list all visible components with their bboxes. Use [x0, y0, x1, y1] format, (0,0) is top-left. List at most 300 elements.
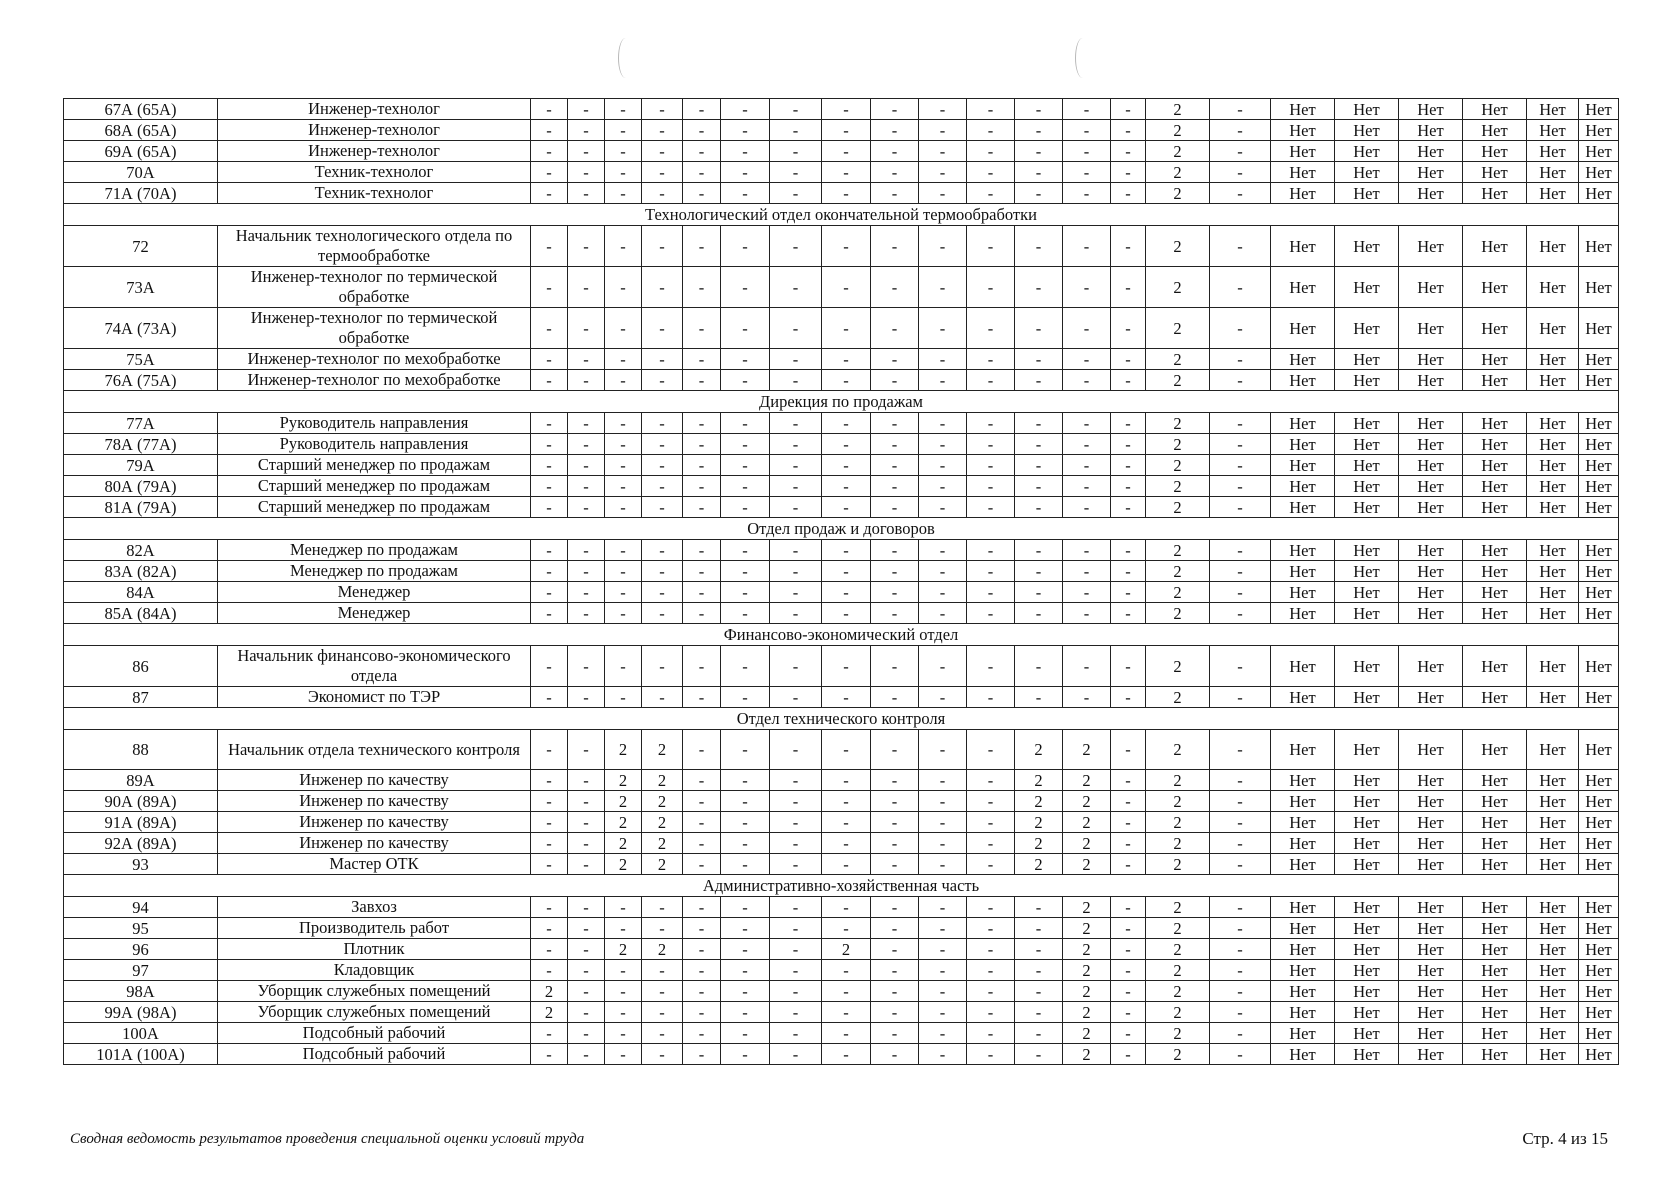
factor-class-cell: - [642, 99, 683, 120]
position-name: Экономист по ТЭР [218, 687, 531, 708]
factor-class-cell: - [1210, 497, 1271, 518]
factor-class-cell: - [822, 960, 871, 981]
factor-class-cell: - [919, 455, 967, 476]
factor-class-cell: 2 [1146, 120, 1210, 141]
guarantee-cell: Нет [1579, 434, 1619, 455]
factor-class-cell: - [919, 582, 967, 603]
factor-class-cell: - [871, 897, 919, 918]
guarantee-cell: Нет [1527, 99, 1579, 120]
factor-class-cell: - [770, 960, 822, 981]
position-name: Инженер-технолог [218, 120, 531, 141]
guarantee-cell: Нет [1463, 455, 1527, 476]
position-name: Инженер-технолог по мехобработке [218, 349, 531, 370]
factor-class-cell: - [683, 1044, 721, 1065]
guarantee-cell: Нет [1271, 854, 1335, 875]
factor-class-cell: - [967, 497, 1015, 518]
factor-class-cell: - [871, 687, 919, 708]
table-row [64, 981, 1619, 1002]
factor-class-cell: - [683, 370, 721, 391]
factor-class-cell: - [721, 120, 770, 141]
factor-class-cell: 2 [1015, 770, 1063, 791]
guarantee-cell: Нет [1335, 455, 1399, 476]
position-name: Руководитель направления [218, 413, 531, 434]
factor-class-cell: - [1015, 497, 1063, 518]
factor-class-cell: - [642, 1023, 683, 1044]
factor-class-cell: - [1210, 854, 1271, 875]
factor-class-cell: 2 [1146, 582, 1210, 603]
assessment-results-table [63, 98, 1619, 1065]
factor-class-cell: - [822, 582, 871, 603]
factor-class-cell: - [1063, 308, 1111, 349]
factor-class-cell: - [770, 540, 822, 561]
factor-class-cell: - [770, 120, 822, 141]
factor-class-cell: - [531, 854, 568, 875]
guarantee-cell: Нет [1527, 981, 1579, 1002]
factor-class-cell: - [721, 162, 770, 183]
guarantee-cell: Нет [1579, 854, 1619, 875]
guarantee-cell: Нет [1579, 770, 1619, 791]
factor-class-cell: 2 [822, 939, 871, 960]
factor-class-cell: - [531, 497, 568, 518]
factor-class-cell: - [642, 476, 683, 497]
workplace-number: 101А (100А) [64, 1044, 218, 1065]
factor-class-cell: - [822, 981, 871, 1002]
factor-class-cell: - [683, 1002, 721, 1023]
workplace-number: 71А (70А) [64, 183, 218, 204]
factor-class-cell: - [770, 99, 822, 120]
factor-class-cell: - [1063, 476, 1111, 497]
guarantee-cell: Нет [1271, 1023, 1335, 1044]
factor-class-cell: - [871, 497, 919, 518]
factor-class-cell: - [531, 308, 568, 349]
position-name: Техник-технолог [218, 162, 531, 183]
factor-class-cell: - [871, 1044, 919, 1065]
factor-class-cell: - [1063, 582, 1111, 603]
factor-class-cell: - [568, 854, 605, 875]
factor-class-cell: 2 [1146, 370, 1210, 391]
factor-class-cell: - [721, 960, 770, 981]
factor-class-cell: - [568, 1023, 605, 1044]
guarantee-cell: Нет [1399, 99, 1463, 120]
guarantee-cell: Нет [1271, 646, 1335, 687]
table-row [64, 770, 1619, 791]
guarantee-cell: Нет [1579, 141, 1619, 162]
guarantee-cell: Нет [1463, 434, 1527, 455]
factor-class-cell: - [1111, 603, 1146, 624]
factor-class-cell: - [568, 455, 605, 476]
factor-class-cell: - [642, 370, 683, 391]
factor-class-cell: - [1015, 476, 1063, 497]
factor-class-cell: - [1210, 960, 1271, 981]
guarantee-cell: Нет [1527, 267, 1579, 308]
guarantee-cell: Нет [1271, 939, 1335, 960]
guarantee-cell: Нет [1271, 455, 1335, 476]
factor-class-cell: - [919, 646, 967, 687]
factor-class-cell: - [642, 561, 683, 582]
factor-class-cell: - [919, 267, 967, 308]
position-name: Инженер-технолог [218, 99, 531, 120]
factor-class-cell: - [1111, 370, 1146, 391]
factor-class-cell: - [721, 540, 770, 561]
factor-class-cell: - [822, 812, 871, 833]
factor-class-cell: - [822, 476, 871, 497]
table-row [64, 434, 1619, 455]
factor-class-cell: - [967, 99, 1015, 120]
factor-class-cell: - [919, 540, 967, 561]
factor-class-cell: - [531, 1044, 568, 1065]
factor-class-cell: - [642, 918, 683, 939]
factor-class-cell: - [1111, 226, 1146, 267]
guarantee-cell: Нет [1579, 833, 1619, 854]
factor-class-cell: - [871, 370, 919, 391]
guarantee-cell: Нет [1335, 981, 1399, 1002]
factor-class-cell: - [531, 603, 568, 624]
factor-class-cell: 2 [1015, 833, 1063, 854]
factor-class-cell: 2 [642, 939, 683, 960]
factor-class-cell: - [770, 687, 822, 708]
factor-class-cell: - [1111, 120, 1146, 141]
factor-class-cell: - [683, 812, 721, 833]
factor-class-cell: - [871, 918, 919, 939]
factor-class-cell: - [822, 1023, 871, 1044]
guarantee-cell: Нет [1399, 267, 1463, 308]
factor-class-cell: - [531, 349, 568, 370]
factor-class-cell: - [770, 603, 822, 624]
factor-class-cell: - [531, 897, 568, 918]
factor-class-cell: - [605, 141, 642, 162]
guarantee-cell: Нет [1399, 687, 1463, 708]
guarantee-cell: Нет [1579, 183, 1619, 204]
factor-class-cell: 2 [1146, 267, 1210, 308]
factor-class-cell: - [1111, 981, 1146, 1002]
factor-class-cell: - [683, 646, 721, 687]
factor-class-cell: - [683, 770, 721, 791]
position-name: Руководитель направления [218, 434, 531, 455]
guarantee-cell: Нет [1335, 854, 1399, 875]
guarantee-cell: Нет [1527, 603, 1579, 624]
factor-class-cell: - [822, 162, 871, 183]
guarantee-cell: Нет [1335, 99, 1399, 120]
factor-class-cell: - [919, 1044, 967, 1065]
workplace-number: 83А (82А) [64, 561, 218, 582]
factor-class-cell: - [822, 497, 871, 518]
factor-class-cell: - [1210, 99, 1271, 120]
guarantee-cell: Нет [1527, 730, 1579, 770]
position-name: Менеджер по продажам [218, 540, 531, 561]
position-name: Инженер по качеству [218, 812, 531, 833]
factor-class-cell: - [1063, 497, 1111, 518]
factor-class-cell: - [1063, 413, 1111, 434]
factor-class-cell: - [1015, 413, 1063, 434]
guarantee-cell: Нет [1335, 226, 1399, 267]
factor-class-cell: - [919, 854, 967, 875]
factor-class-cell: - [1111, 540, 1146, 561]
factor-class-cell: - [822, 99, 871, 120]
factor-class-cell: - [721, 183, 770, 204]
factor-class-cell: - [822, 1044, 871, 1065]
factor-class-cell: - [1210, 833, 1271, 854]
factor-class-cell: - [1111, 939, 1146, 960]
table-row [64, 646, 1619, 687]
factor-class-cell: - [642, 960, 683, 981]
factor-class-cell: - [1210, 561, 1271, 582]
guarantee-cell: Нет [1527, 434, 1579, 455]
guarantee-cell: Нет [1399, 918, 1463, 939]
factor-class-cell: - [919, 476, 967, 497]
factor-class-cell: - [683, 476, 721, 497]
factor-class-cell: - [822, 308, 871, 349]
guarantee-cell: Нет [1527, 183, 1579, 204]
factor-class-cell: - [871, 791, 919, 812]
factor-class-cell: - [721, 1044, 770, 1065]
factor-class-cell: - [770, 1002, 822, 1023]
factor-class-cell: - [770, 981, 822, 1002]
guarantee-cell: Нет [1399, 582, 1463, 603]
factor-class-cell: - [822, 1002, 871, 1023]
guarantee-cell: Нет [1335, 1023, 1399, 1044]
factor-class-cell: - [1210, 120, 1271, 141]
guarantee-cell: Нет [1579, 349, 1619, 370]
guarantee-cell: Нет [1579, 730, 1619, 770]
factor-class-cell: - [568, 770, 605, 791]
workplace-number: 67А (65А) [64, 99, 218, 120]
workplace-number: 85А (84А) [64, 603, 218, 624]
factor-class-cell: - [1111, 267, 1146, 308]
factor-class-cell: 2 [531, 981, 568, 1002]
factor-class-cell: - [822, 646, 871, 687]
factor-class-cell: - [770, 455, 822, 476]
guarantee-cell: Нет [1527, 812, 1579, 833]
factor-class-cell: 2 [1146, 226, 1210, 267]
table-row [64, 939, 1619, 960]
factor-class-cell: - [1063, 455, 1111, 476]
factor-class-cell: - [822, 897, 871, 918]
guarantee-cell: Нет [1399, 141, 1463, 162]
table-row [64, 497, 1619, 518]
factor-class-cell: - [683, 730, 721, 770]
factor-class-cell: - [822, 918, 871, 939]
factor-class-cell: - [568, 687, 605, 708]
table-row [64, 603, 1619, 624]
factor-class-cell: - [721, 455, 770, 476]
position-name: Менеджер [218, 603, 531, 624]
factor-class-cell: - [822, 854, 871, 875]
factor-class-cell: 2 [1146, 99, 1210, 120]
factor-class-cell: - [683, 120, 721, 141]
guarantee-cell: Нет [1335, 162, 1399, 183]
guarantee-cell: Нет [1271, 349, 1335, 370]
factor-class-cell: - [568, 540, 605, 561]
factor-class-cell: - [605, 497, 642, 518]
factor-class-cell: - [967, 226, 1015, 267]
guarantee-cell: Нет [1335, 646, 1399, 687]
factor-class-cell: - [642, 413, 683, 434]
factor-class-cell: - [531, 455, 568, 476]
position-name: Менеджер по продажам [218, 561, 531, 582]
factor-class-cell: 2 [1146, 1023, 1210, 1044]
workplace-number: 84А [64, 582, 218, 603]
factor-class-cell: - [770, 141, 822, 162]
guarantee-cell: Нет [1579, 582, 1619, 603]
guarantee-cell: Нет [1463, 646, 1527, 687]
factor-class-cell: - [871, 349, 919, 370]
factor-class-cell: - [642, 308, 683, 349]
factor-class-cell: - [531, 812, 568, 833]
factor-class-cell: - [531, 99, 568, 120]
guarantee-cell: Нет [1399, 413, 1463, 434]
factor-class-cell: - [822, 267, 871, 308]
factor-class-cell: - [568, 99, 605, 120]
factor-class-cell: - [919, 687, 967, 708]
factor-class-cell: - [967, 897, 1015, 918]
factor-class-cell: - [1015, 162, 1063, 183]
factor-class-cell: - [967, 455, 1015, 476]
factor-class-cell: - [605, 308, 642, 349]
factor-class-cell: - [531, 582, 568, 603]
factor-class-cell: - [919, 833, 967, 854]
factor-class-cell: - [1015, 1002, 1063, 1023]
factor-class-cell: - [1210, 603, 1271, 624]
punch-mark-left [618, 38, 633, 78]
factor-class-cell: 2 [1146, 897, 1210, 918]
factor-class-cell: - [683, 582, 721, 603]
guarantee-cell: Нет [1335, 141, 1399, 162]
factor-class-cell: - [770, 561, 822, 582]
factor-class-cell: - [721, 349, 770, 370]
factor-class-cell: - [1210, 770, 1271, 791]
factor-class-cell: - [770, 267, 822, 308]
factor-class-cell: - [770, 730, 822, 770]
factor-class-cell: - [1063, 141, 1111, 162]
section-header-row [64, 518, 1619, 540]
guarantee-cell: Нет [1463, 939, 1527, 960]
document-title: Сводная ведомость результатов проведения специальной оценки условий труда [70, 1131, 585, 1147]
guarantee-cell: Нет [1399, 162, 1463, 183]
factor-class-cell: 2 [1146, 1044, 1210, 1065]
position-name: Завхоз [218, 897, 531, 918]
factor-class-cell: - [871, 833, 919, 854]
factor-class-cell: 2 [1146, 141, 1210, 162]
factor-class-cell: - [683, 349, 721, 370]
factor-class-cell: - [1210, 183, 1271, 204]
factor-class-cell: - [919, 162, 967, 183]
factor-class-cell: 2 [1146, 476, 1210, 497]
factor-class-cell: - [568, 582, 605, 603]
factor-class-cell: - [605, 981, 642, 1002]
guarantee-cell: Нет [1335, 918, 1399, 939]
punch-mark-right [1075, 38, 1090, 78]
factor-class-cell: - [1015, 918, 1063, 939]
factor-class-cell: - [871, 120, 919, 141]
factor-class-cell: 2 [1146, 434, 1210, 455]
guarantee-cell: Нет [1399, 561, 1463, 582]
factor-class-cell: - [967, 413, 1015, 434]
factor-class-cell: - [568, 939, 605, 960]
factor-class-cell: - [721, 413, 770, 434]
guarantee-cell: Нет [1527, 141, 1579, 162]
guarantee-cell: Нет [1463, 1023, 1527, 1044]
guarantee-cell: Нет [1579, 99, 1619, 120]
guarantee-cell: Нет [1527, 939, 1579, 960]
factor-class-cell: - [822, 770, 871, 791]
factor-class-cell: - [1063, 99, 1111, 120]
guarantee-cell: Нет [1399, 120, 1463, 141]
factor-class-cell: - [683, 413, 721, 434]
guarantee-cell: Нет [1335, 120, 1399, 141]
factor-class-cell: - [1111, 854, 1146, 875]
factor-class-cell: - [822, 455, 871, 476]
workplace-number: 81А (79А) [64, 497, 218, 518]
factor-class-cell: - [1063, 226, 1111, 267]
guarantee-cell: Нет [1271, 561, 1335, 582]
table-row [64, 812, 1619, 833]
factor-class-cell: 2 [1015, 791, 1063, 812]
guarantee-cell: Нет [1335, 540, 1399, 561]
factor-class-cell: - [642, 603, 683, 624]
factor-class-cell: 2 [605, 770, 642, 791]
factor-class-cell: - [531, 476, 568, 497]
factor-class-cell: - [605, 561, 642, 582]
position-name: Начальник технологического отдела по термообработке [218, 226, 531, 267]
factor-class-cell: - [1111, 1023, 1146, 1044]
page-number: Стр. 4 из 15 [1522, 1129, 1608, 1148]
factor-class-cell: - [871, 603, 919, 624]
factor-class-cell: - [721, 791, 770, 812]
factor-class-cell: - [770, 1044, 822, 1065]
table-row [64, 413, 1619, 434]
factor-class-cell: - [568, 349, 605, 370]
table-row [64, 540, 1619, 561]
factor-class-cell: - [1015, 1044, 1063, 1065]
factor-class-cell: 2 [605, 730, 642, 770]
factor-class-cell: - [967, 812, 1015, 833]
position-name: Старший менеджер по продажам [218, 455, 531, 476]
factor-class-cell: - [871, 434, 919, 455]
guarantee-cell: Нет [1527, 646, 1579, 687]
factor-class-cell: - [1111, 1044, 1146, 1065]
guarantee-cell: Нет [1271, 99, 1335, 120]
guarantee-cell: Нет [1463, 267, 1527, 308]
factor-class-cell: - [1210, 370, 1271, 391]
guarantee-cell: Нет [1399, 812, 1463, 833]
factor-class-cell: - [1111, 812, 1146, 833]
workplace-number: 79А [64, 455, 218, 476]
guarantee-cell: Нет [1335, 267, 1399, 308]
factor-class-cell: - [919, 918, 967, 939]
table-row [64, 99, 1619, 120]
factor-class-cell: - [642, 1002, 683, 1023]
factor-class-cell: - [721, 1002, 770, 1023]
factor-class-cell: - [605, 267, 642, 308]
section-title: Отдел продаж и договоров [64, 518, 1619, 540]
factor-class-cell: - [967, 141, 1015, 162]
factor-class-cell: - [605, 918, 642, 939]
guarantee-cell: Нет [1463, 141, 1527, 162]
factor-class-cell: - [967, 791, 1015, 812]
section-header-row [64, 204, 1619, 226]
guarantee-cell: Нет [1579, 476, 1619, 497]
guarantee-cell: Нет [1579, 1023, 1619, 1044]
factor-class-cell: - [531, 370, 568, 391]
factor-class-cell: - [568, 183, 605, 204]
factor-class-cell: - [531, 939, 568, 960]
table-row [64, 162, 1619, 183]
factor-class-cell: - [531, 540, 568, 561]
factor-class-cell: - [1210, 349, 1271, 370]
factor-class-cell: - [919, 897, 967, 918]
table-row [64, 918, 1619, 939]
factor-class-cell: - [1111, 1002, 1146, 1023]
